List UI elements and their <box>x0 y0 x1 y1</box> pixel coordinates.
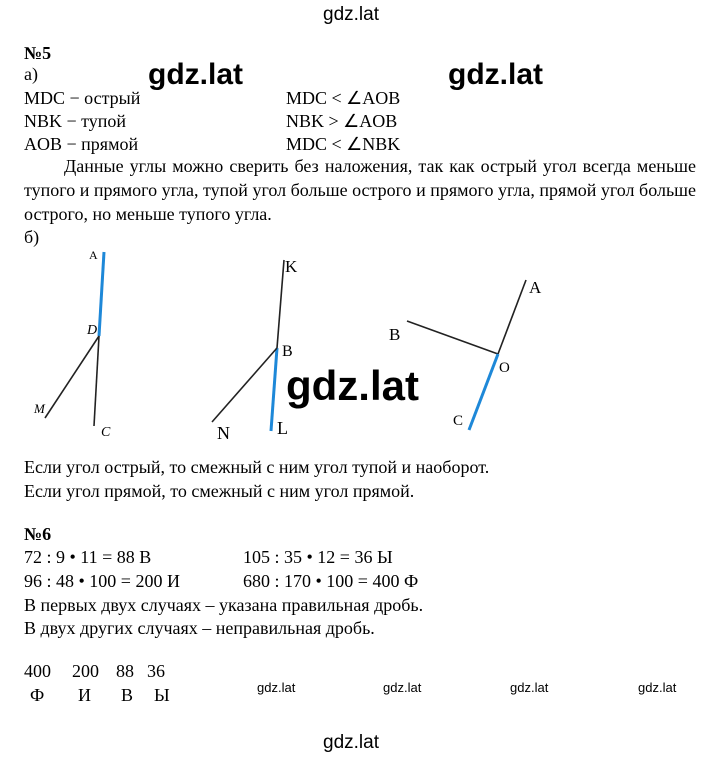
ray-da <box>99 252 104 336</box>
watermark-big-left: gdz.lat <box>148 58 243 91</box>
label-k: K <box>285 257 298 276</box>
answer-number-2: 200 <box>72 661 99 681</box>
ray-bk <box>277 260 284 348</box>
watermark-top: gdz.lat <box>323 4 379 25</box>
answer-number-4: 36 <box>147 661 165 681</box>
label-a: A <box>89 248 98 262</box>
figure-2-angle-nbk <box>212 257 298 443</box>
label-c: C <box>101 425 111 440</box>
ray-dc <box>94 336 99 426</box>
task5-right-line-1: MDC < ∠AOB <box>286 88 401 108</box>
watermark-small-2: gdz.lat <box>383 680 422 695</box>
answer-number-1: 400 <box>24 661 51 681</box>
task5-number: №5 <box>24 43 52 63</box>
task5-conclusion-1: Если угол острый, то смежный с ним угол тупой и наоборот. <box>24 457 490 477</box>
task6-left-line-2: 96 : 48 • 100 = 200 И <box>24 571 180 591</box>
task6-note-2: В двух других случаях – неправильная дробь. <box>24 618 375 638</box>
ray-bn <box>212 348 277 422</box>
ray-oc <box>469 354 498 430</box>
answer-letter-3: В <box>121 685 134 705</box>
ray-ob <box>407 321 498 354</box>
task5-left-line-2: NBK − тупой <box>24 111 127 131</box>
task6-right-line-2: 680 : 170 • 100 = 400 Ф <box>243 571 419 591</box>
task6-number: №6 <box>24 524 52 544</box>
watermark-center: gdz.lat <box>286 362 419 409</box>
task5-conclusion-2: Если угол прямой, то смежный с ним угол прямой. <box>24 481 415 501</box>
ray-dm <box>45 336 99 418</box>
task5-right-line-2: NBK > ∠AOB <box>286 111 398 131</box>
task6-left-line-1: 72 : 9 • 11 = 88 В <box>24 547 152 567</box>
figure-1-angle-mdc <box>33 248 111 440</box>
label-d: D <box>87 323 98 338</box>
watermark-small-3: gdz.lat <box>510 680 549 695</box>
watermark-bottom: gdz.lat <box>323 732 379 753</box>
label-m: M <box>34 401 45 416</box>
answer-letter-2: И <box>78 685 91 705</box>
label-n: N <box>217 423 230 443</box>
watermark-small-4: gdz.lat <box>638 680 677 695</box>
label-a3: A <box>529 278 542 297</box>
task5-left-line-1: MDC − острый <box>24 88 141 108</box>
answer-letter-4: Ы <box>154 685 170 705</box>
task5-paragraph: Данные углы можно сверить без наложения, так как острый угол всегда меньше тупого и прямого угла, тупой угол больше острого и прямого угла, прямой угол больше острого, но меньше тупого угла. <box>24 156 696 224</box>
answer-letter-1: Ф <box>30 685 45 705</box>
task5-right-line-3: MDC < ∠NBK <box>286 134 401 154</box>
task6-note-1: В первых двух случаях – указана правильная дробь. <box>24 595 424 615</box>
label-o: O <box>499 360 510 376</box>
label-l: L <box>277 418 288 438</box>
task5-left-line-3: AOB − прямой <box>24 134 139 154</box>
watermark-small-1: gdz.lat <box>257 680 296 695</box>
task6-right-line-1: 105 : 35 • 12 = 36 Ы <box>243 547 393 567</box>
watermark-big-right: gdz.lat <box>448 58 543 91</box>
label-b: B <box>282 343 293 360</box>
label-b3: B <box>389 325 401 344</box>
answer-number-3: 88 <box>116 661 134 681</box>
task5-part-a: а) <box>24 64 38 84</box>
angle-figures <box>0 240 720 450</box>
label-c3: C <box>453 413 464 429</box>
task5-part-b: б) <box>24 227 40 247</box>
ray-oa <box>498 280 526 354</box>
